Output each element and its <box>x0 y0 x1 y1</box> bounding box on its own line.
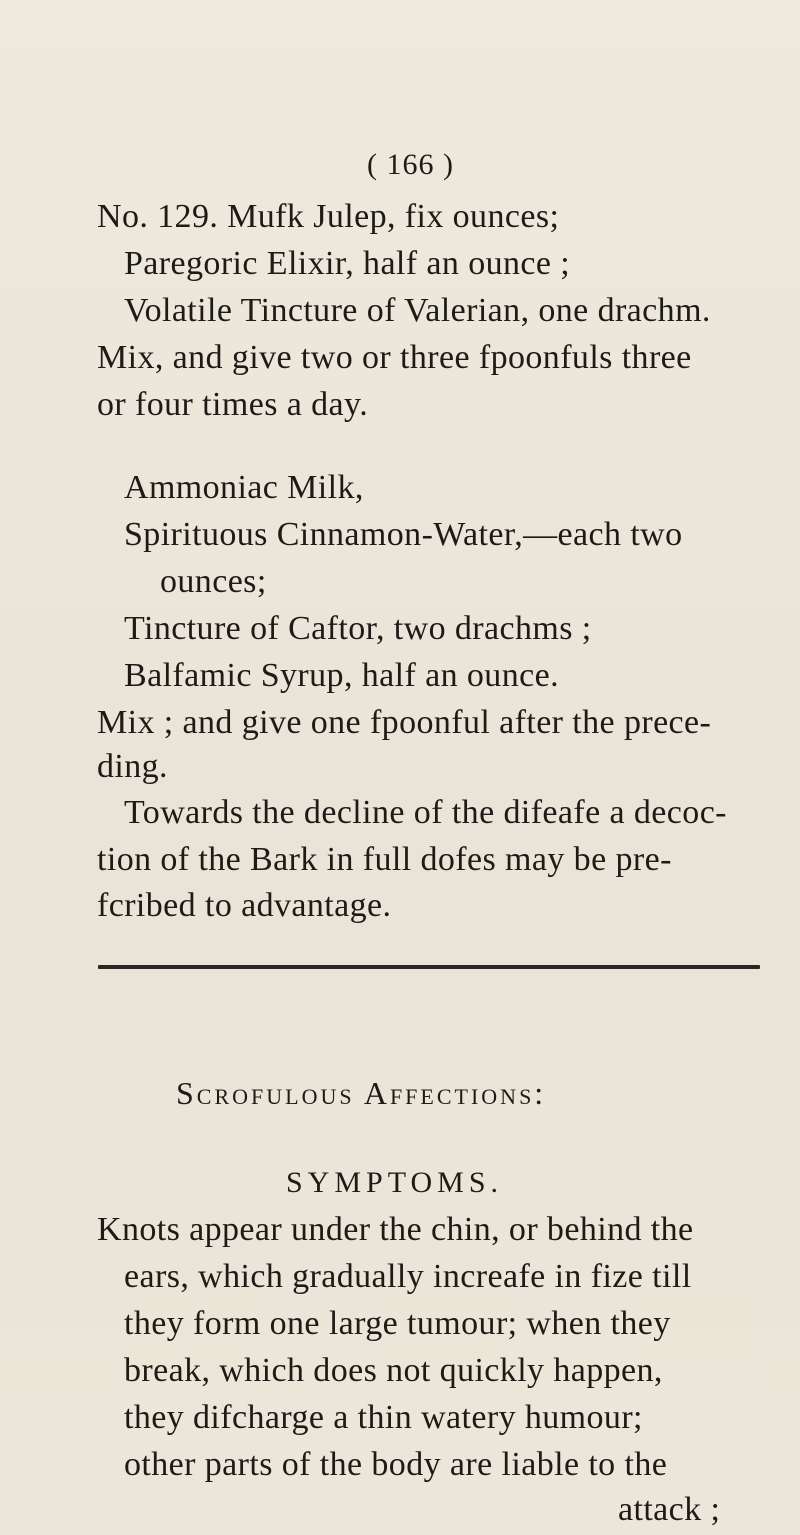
recipe-line: ding. <box>97 748 168 785</box>
paragraph-line: Knots appear under the chin, or behind the <box>97 1211 694 1248</box>
paragraph-line: they difcharge a thin watery humour; <box>124 1399 643 1436</box>
recipe-line: Balfamic Syrup, half an ounce. <box>124 657 559 694</box>
paragraph-line: they form one large tumour; when they <box>124 1305 671 1342</box>
paragraph-line: ears, which gradually increafe in fize till <box>124 1258 692 1295</box>
recipe-line: fcribed to advantage. <box>97 887 392 924</box>
recipe-line: Spirituous Cinnamon-Water,—each two <box>124 516 683 553</box>
recipe-line: Tincture of Caftor, two drachms ; <box>124 610 592 647</box>
symptoms-heading: SYMPTOMS. <box>286 1166 504 1199</box>
section-divider <box>98 965 760 969</box>
recipe-line: ounces; <box>160 563 267 600</box>
recipe-line: Ammoniac Milk, <box>124 469 364 506</box>
recipe-line: Mix, and give two or three fpoonfuls three <box>97 339 692 376</box>
recipe-line: tion of the Bark in full dofes may be pre- <box>97 841 672 878</box>
recipe-line: Mix ; and give one fpoonful after the prece- <box>97 704 712 741</box>
recipe-line: Paregoric Elixir, half an ounce ; <box>124 245 571 282</box>
paragraph-line: break, which does not quickly happen, <box>124 1352 663 1389</box>
page-number: ( 166 ) <box>367 148 454 181</box>
paragraph-line: other parts of the body are liable to the <box>124 1446 668 1483</box>
recipe-line: or four times a day. <box>97 386 369 423</box>
recipe-line: Volatile Tincture of Valerian, one drachm. <box>124 292 711 329</box>
recipe-line: No. 129. Mufk Julep, fix ounces; <box>97 198 560 235</box>
recipe-line: Towards the decline of the difeafe a decoc- <box>124 794 727 831</box>
paragraph-line: attack ; <box>618 1491 721 1528</box>
section-title: Scrofulous Affections: <box>176 1075 547 1111</box>
